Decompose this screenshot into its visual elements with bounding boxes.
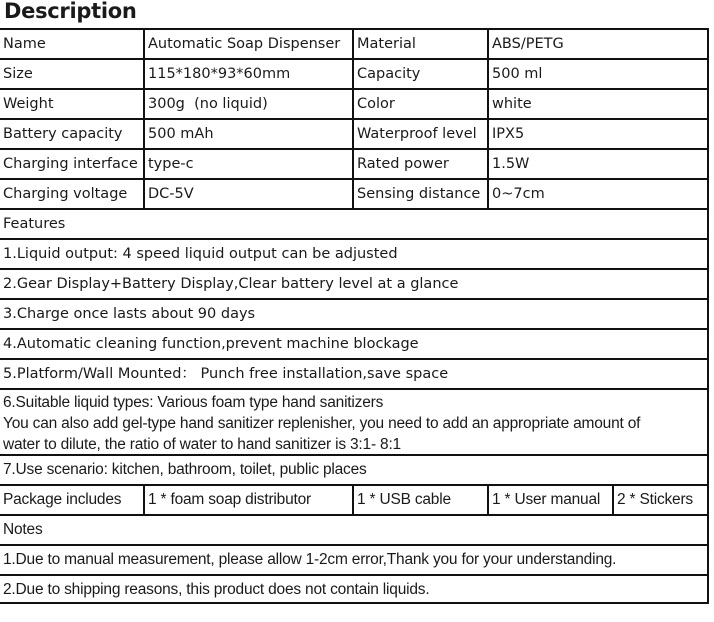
- feature-row-liquid-types: [0, 388, 709, 454]
- note-row: [0, 574, 709, 604]
- package-item: 2 * Stickers: [612, 486, 709, 514]
- spec-row: [0, 118, 709, 148]
- spec-label: Waterproof level: [352, 120, 487, 148]
- feature-row: [0, 298, 709, 328]
- table-border: [707, 486, 709, 514]
- spec-value: Automatic Soap Dispenser: [143, 30, 352, 58]
- features-heading-row: [0, 208, 709, 238]
- notes-heading: Notes: [3, 521, 43, 538]
- table-border: [707, 360, 709, 388]
- table-border: [707, 330, 709, 358]
- feature-row: [0, 268, 709, 298]
- spec-label: Charging interface: [3, 156, 138, 172]
- table-border: [707, 270, 709, 298]
- page-title: Description: [4, 0, 137, 23]
- feature-item-6-line3: water to dilute, the ratio of water to hand sanitizer is 3:1- 8:1: [3, 436, 401, 453]
- table-border: [707, 210, 709, 238]
- feature-item: 5.Platform/Wall Mounted： Punch free installation,save space: [3, 366, 449, 382]
- spec-value: type-c: [143, 150, 352, 178]
- table-border: [707, 516, 709, 544]
- spec-label: Charging voltage: [3, 186, 128, 202]
- notes-heading-row: [0, 514, 709, 544]
- table-border: [707, 180, 709, 208]
- spec-value: 300g (no liquid): [143, 90, 352, 118]
- spec-value: 500 ml: [487, 60, 709, 88]
- feature-item: 4.Automatic cleaning function,prevent machine blockage: [3, 336, 419, 352]
- table-border: [707, 60, 709, 88]
- feature-row: [0, 238, 709, 268]
- features-heading: Features: [3, 216, 66, 232]
- spec-value: 115*180*93*60mm: [143, 60, 352, 88]
- table-border: [707, 300, 709, 328]
- package-item: 1 * foam soap distributor: [143, 486, 352, 514]
- spec-label: Material: [352, 30, 487, 58]
- spec-label: Name: [3, 36, 46, 52]
- note-row: [0, 544, 709, 574]
- spec-label: Color: [352, 90, 487, 118]
- note-item: 2.Due to shipping reasons, this product does not contain liquids.: [3, 581, 430, 598]
- spec-row: [0, 178, 709, 208]
- spec-table: [0, 28, 709, 604]
- spec-label: Capacity: [352, 60, 487, 88]
- spec-value: DC-5V: [143, 180, 352, 208]
- spec-value: 500 mAh: [143, 120, 352, 148]
- spec-label: Battery capacity: [3, 126, 123, 142]
- feature-item: 1.Liquid output: 4 speed liquid output can be adjusted: [3, 246, 398, 262]
- feature-item-6-line1: 6.Suitable liquid types: Various foam type hand sanitizers: [3, 394, 384, 411]
- package-item: 1 * User manual: [487, 486, 612, 514]
- spec-label: Size: [3, 66, 33, 82]
- table-border: [707, 456, 709, 484]
- table-border: [707, 30, 709, 58]
- spec-value: 1.5W: [487, 150, 709, 178]
- table-border: [707, 120, 709, 148]
- spec-row: [0, 58, 709, 88]
- feature-item-6: [0, 390, 709, 454]
- table-border: [707, 390, 709, 454]
- table-border: [707, 576, 709, 602]
- note-item: 1.Due to manual measurement, please allow 1-2cm error,Thank you for your understanding.: [3, 551, 617, 568]
- feature-row: [0, 328, 709, 358]
- feature-item-6-line2: You can also add gel-type hand sanitizer replenisher, you need to add an appropriate amount of: [3, 415, 641, 432]
- spec-value: ABS/PETG: [487, 30, 709, 58]
- spec-value: white: [487, 90, 709, 118]
- feature-item: 3.Charge once lasts about 90 days: [3, 306, 256, 322]
- table-border: [707, 150, 709, 178]
- table-border: [707, 546, 709, 574]
- spec-value: IPX5: [487, 120, 709, 148]
- package-row: [0, 484, 709, 514]
- spec-label: Sensing distance: [352, 180, 487, 208]
- spec-label: Weight: [3, 96, 54, 112]
- spec-label: Rated power: [352, 150, 487, 178]
- spec-row: [0, 148, 709, 178]
- spec-row: [0, 88, 709, 118]
- spec-value: 0~7cm: [487, 180, 709, 208]
- feature-row: [0, 358, 709, 388]
- package-item: 1 * USB cable: [352, 486, 487, 514]
- table-border: [707, 240, 709, 268]
- package-label: Package includes: [3, 491, 122, 508]
- table-border: [707, 90, 709, 118]
- feature-row: [0, 454, 709, 484]
- feature-item-7: 7.Use scenario: kitchen, bathroom, toilet, public places: [3, 461, 367, 478]
- spec-row: [0, 28, 709, 58]
- feature-item: 2.Gear Display+Battery Display,Clear battery level at a glance: [3, 276, 459, 292]
